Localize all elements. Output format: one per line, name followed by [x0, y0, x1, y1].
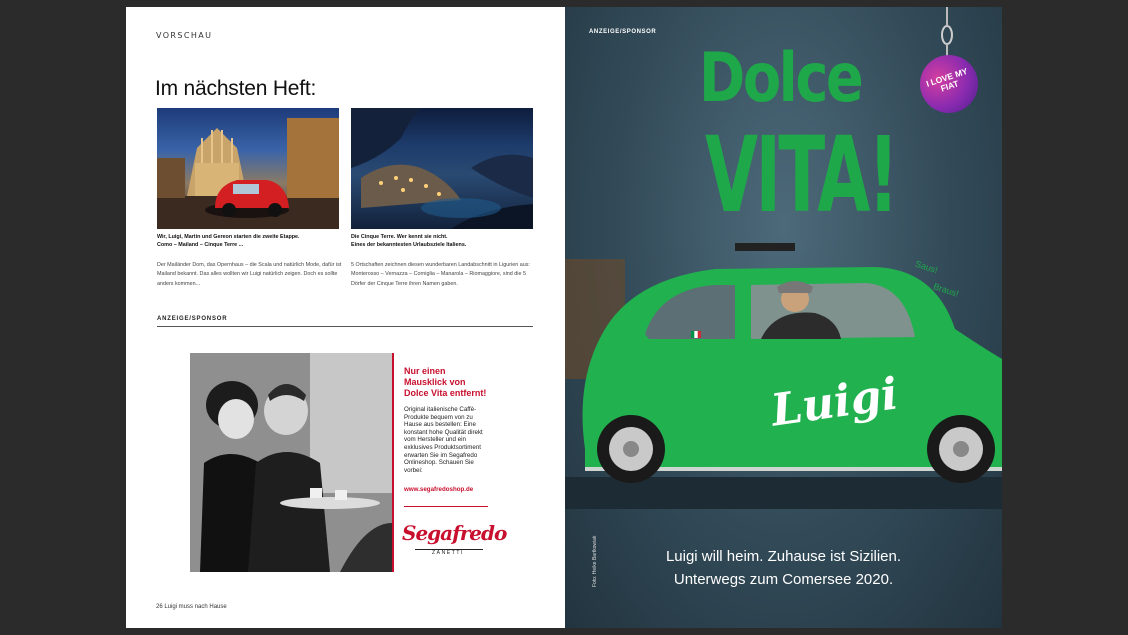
page-title: Im nächsten Heft:	[155, 77, 317, 100]
ad-url-link[interactable]: www.segafredoshop.de	[404, 486, 474, 493]
article1-caption-line2: Como – Mailand – Cinque Terre ...	[157, 242, 244, 249]
car-lettering: Luigi	[768, 368, 902, 437]
footer-line2: Unterwegs zum Comersee 2020.	[673, 571, 894, 588]
divider	[404, 506, 488, 507]
footer-line1: Luigi will heim. Zuhause ist Sizilien.	[665, 548, 902, 565]
headline-dolce: Dolce	[699, 39, 862, 118]
article2-caption-line2: Eines der bekanntesten Urlaubsziele Italiens.	[351, 242, 467, 249]
segafredo-ad[interactable]	[190, 353, 507, 572]
article1-caption	[157, 233, 343, 249]
article2-caption	[351, 233, 537, 249]
article1-body: Der Mailänder Dom, das Opernhaus – die Scala und natürlich Mode, dafür ist Mailand bekannt. Das alles wollten wir Luigi natürlich zeigen. Doch es sollte anders kommen...	[157, 262, 342, 287]
ad-label: ANZEIGE/SPONSOR	[157, 316, 228, 322]
ad-text: Original italienische Caffè-Produkte bequem von zu Hause aus bestellen: Eine konstant hohe Qualität direkt vom Hersteller und ein exklusives Produktsortiment erwarten Sie im Segafredo Onlineshop. Schauen Sie vorbei:	[404, 406, 483, 474]
headline-vita: VITA!	[705, 114, 897, 236]
photo-credit: Foto: Heike Bartkowiak	[592, 535, 598, 587]
keychain-icon	[940, 7, 954, 59]
divider	[392, 353, 394, 572]
page-footer: 26 Luigi muss nach Hause	[156, 604, 227, 610]
section-label: VORSCHAU	[156, 31, 213, 40]
exclaim-saus: Saus!	[914, 258, 939, 276]
zanetti-logo: ZANETTI	[432, 550, 465, 556]
green-fiat-car	[565, 239, 1002, 509]
milan-cathedral-photo	[157, 108, 339, 229]
ad-headline: Nur einen Mausklick von Dolce Vita entfernt!	[404, 366, 487, 398]
cinque-terre-photo	[351, 108, 533, 229]
right-page	[565, 7, 1002, 628]
article1-caption-line1: Wir, Luigi, Martin und Gereon starten die zweite Etappe.	[157, 234, 300, 240]
left-page	[126, 7, 565, 628]
segafredo-logo: Segafredo	[402, 521, 507, 545]
divider	[157, 326, 533, 327]
badge-text: I LOVE MY FIAT	[924, 65, 969, 94]
article2-caption-line1: Die Cinque Terre. Wer kennt sie nicht.	[351, 234, 448, 240]
exclaim-braus: Braus!	[932, 281, 960, 299]
ad-label: ANZEIGE/SPONSOR	[589, 29, 657, 35]
cafe-couple-photo	[190, 353, 392, 572]
i-love-my-fiat-badge	[912, 47, 985, 120]
article2-body: 5 Ortschaften zeichnen diesen wunderbaren Landabschnitt in Ligurien aus: Monterosso – Vernazza – Corniglia – Manarola – Riomaggiore, sind die 5 Dörfer der Cinque Terre ihren Namen gaben.	[351, 262, 530, 287]
